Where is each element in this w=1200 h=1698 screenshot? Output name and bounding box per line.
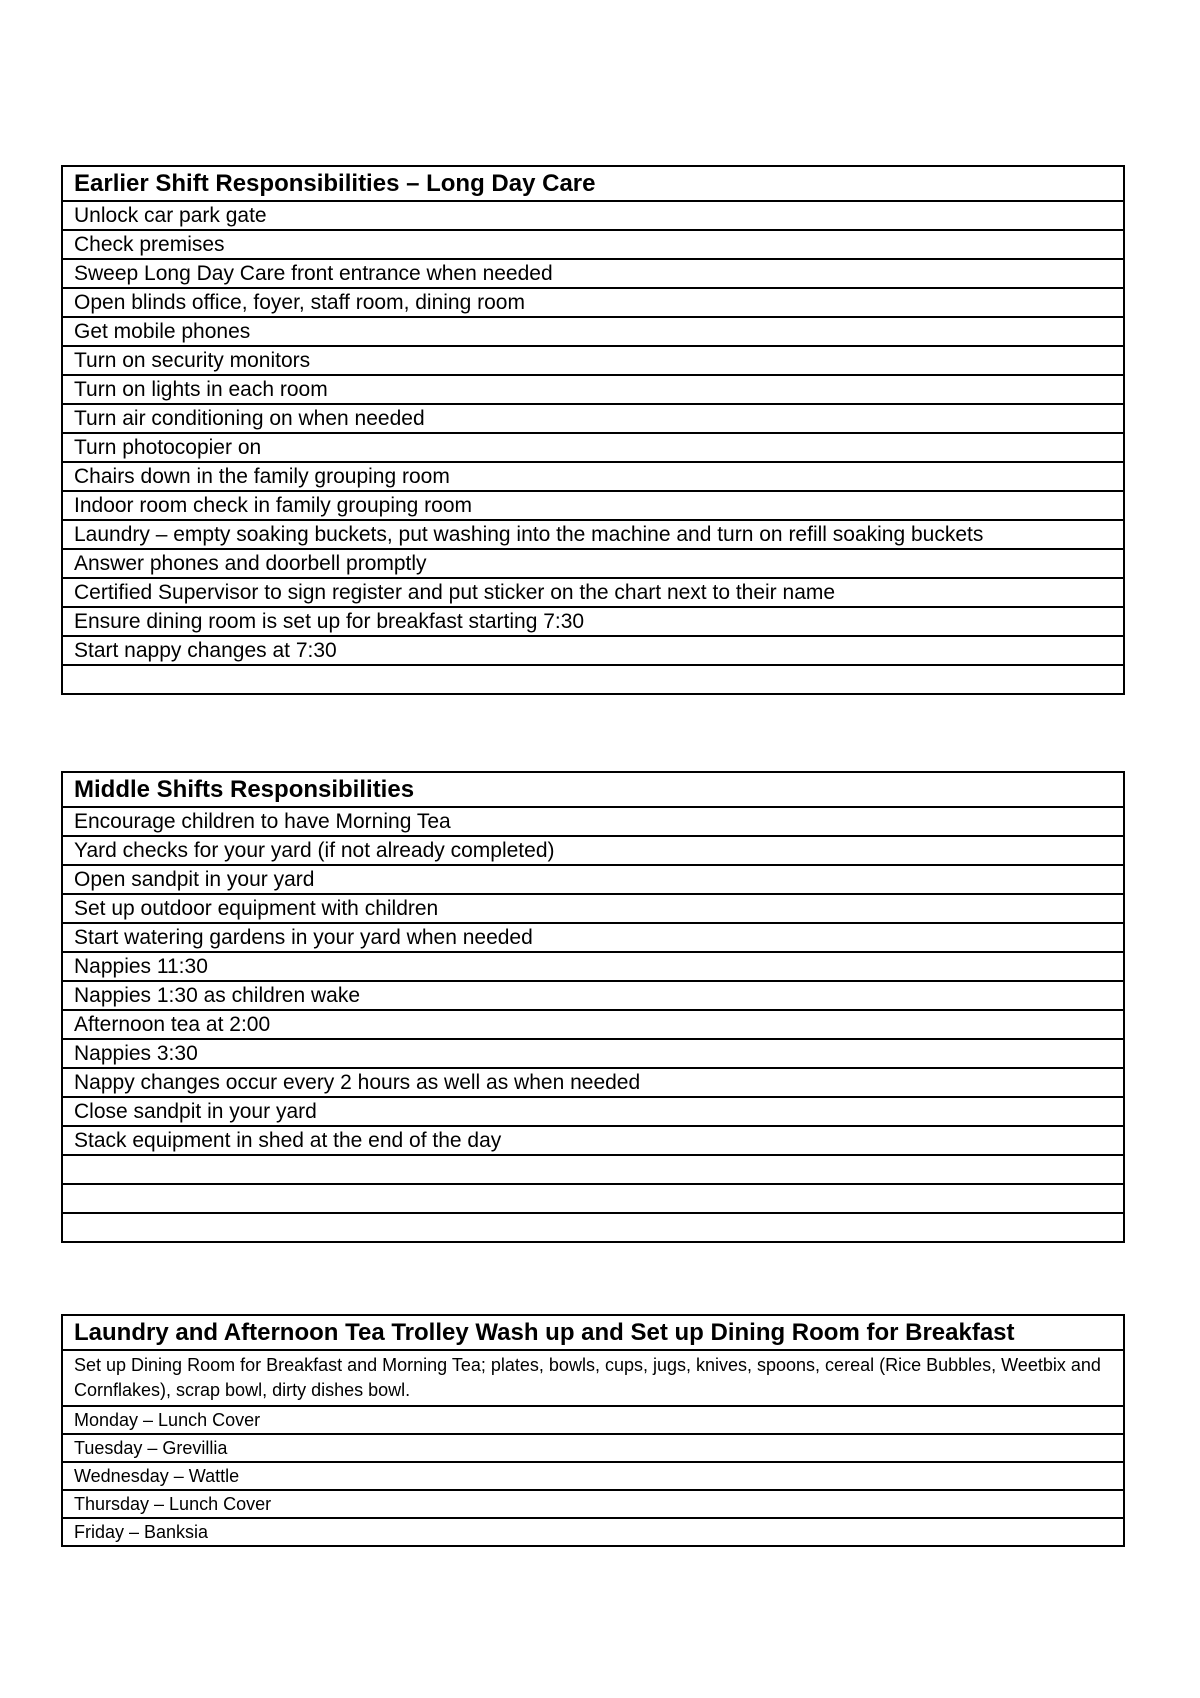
table-row: Laundry – empty soaking buckets, put washing into the machine and turn on refill soaking buckets	[62, 520, 1124, 549]
table-row: Check premises	[62, 230, 1124, 259]
early-shift-table	[61, 165, 1125, 695]
table-row: Start nappy changes at 7:30	[62, 636, 1124, 665]
table-row: Turn air conditioning on when needed	[62, 404, 1124, 433]
table-row: Encourage children to have Morning Tea	[62, 807, 1124, 836]
table-row: Stack equipment in shed at the end of the day	[62, 1126, 1124, 1155]
table-row: Get mobile phones	[62, 317, 1124, 346]
middle-shift-table	[61, 771, 1125, 1243]
early-shift-title: Earlier Shift Responsibilities – Long Day Care	[62, 166, 1124, 201]
table-row: Answer phones and doorbell promptly	[62, 549, 1124, 578]
table-row: Nappy changes occur every 2 hours as well as when needed	[62, 1068, 1124, 1097]
middle-shift-title: Middle Shifts Responsibilities	[62, 772, 1124, 807]
empty-table-row	[62, 1213, 1124, 1242]
table-row: Monday – Lunch Cover	[62, 1406, 1124, 1434]
empty-table-row	[62, 1184, 1124, 1213]
table-row: Open sandpit in your yard	[62, 865, 1124, 894]
table-row: Close sandpit in your yard	[62, 1097, 1124, 1126]
table-row: Turn on security monitors	[62, 346, 1124, 375]
table-row: Thursday – Lunch Cover	[62, 1490, 1124, 1518]
table-row: Open blinds office, foyer, staff room, dining room	[62, 288, 1124, 317]
table-row: Afternoon tea at 2:00	[62, 1010, 1124, 1039]
table-row: Nappies 1:30 as children wake	[62, 981, 1124, 1010]
table-row: Ensure dining room is set up for breakfast starting 7:30	[62, 607, 1124, 636]
table-row: Start watering gardens in your yard when needed	[62, 923, 1124, 952]
table-row: Wednesday – Wattle	[62, 1462, 1124, 1490]
laundry-title: Laundry and Afternoon Tea Trolley Wash up and Set up Dining Room for Breakfast	[62, 1315, 1124, 1350]
table-row: Indoor room check in family grouping room	[62, 491, 1124, 520]
table-row: Turn on lights in each room	[62, 375, 1124, 404]
table-row: Tuesday – Grevillia	[62, 1434, 1124, 1462]
table-row: Chairs down in the family grouping room	[62, 462, 1124, 491]
table-row: Nappies 3:30	[62, 1039, 1124, 1068]
table-row: Set up outdoor equipment with children	[62, 894, 1124, 923]
table-row: Certified Supervisor to sign register and put sticker on the chart next to their name	[62, 578, 1124, 607]
empty-table-row	[62, 665, 1124, 694]
table-row: Turn photocopier on	[62, 433, 1124, 462]
laundry-table	[61, 1314, 1125, 1547]
table-row: Friday – Banksia	[62, 1518, 1124, 1546]
table-row: Sweep Long Day Care front entrance when needed	[62, 259, 1124, 288]
empty-table-row	[62, 1155, 1124, 1184]
table-row: Nappies 11:30	[62, 952, 1124, 981]
table-row: Yard checks for your yard (if not already completed)	[62, 836, 1124, 865]
table-row: Unlock car park gate	[62, 201, 1124, 230]
laundry-description: Set up Dining Room for Breakfast and Morning Tea; plates, bowls, cups, jugs, knives, spoons, cereal (Rice Bubbles, Weetbix and Cornflakes), scrap bowl, dirty dishes bowl.	[62, 1350, 1124, 1406]
